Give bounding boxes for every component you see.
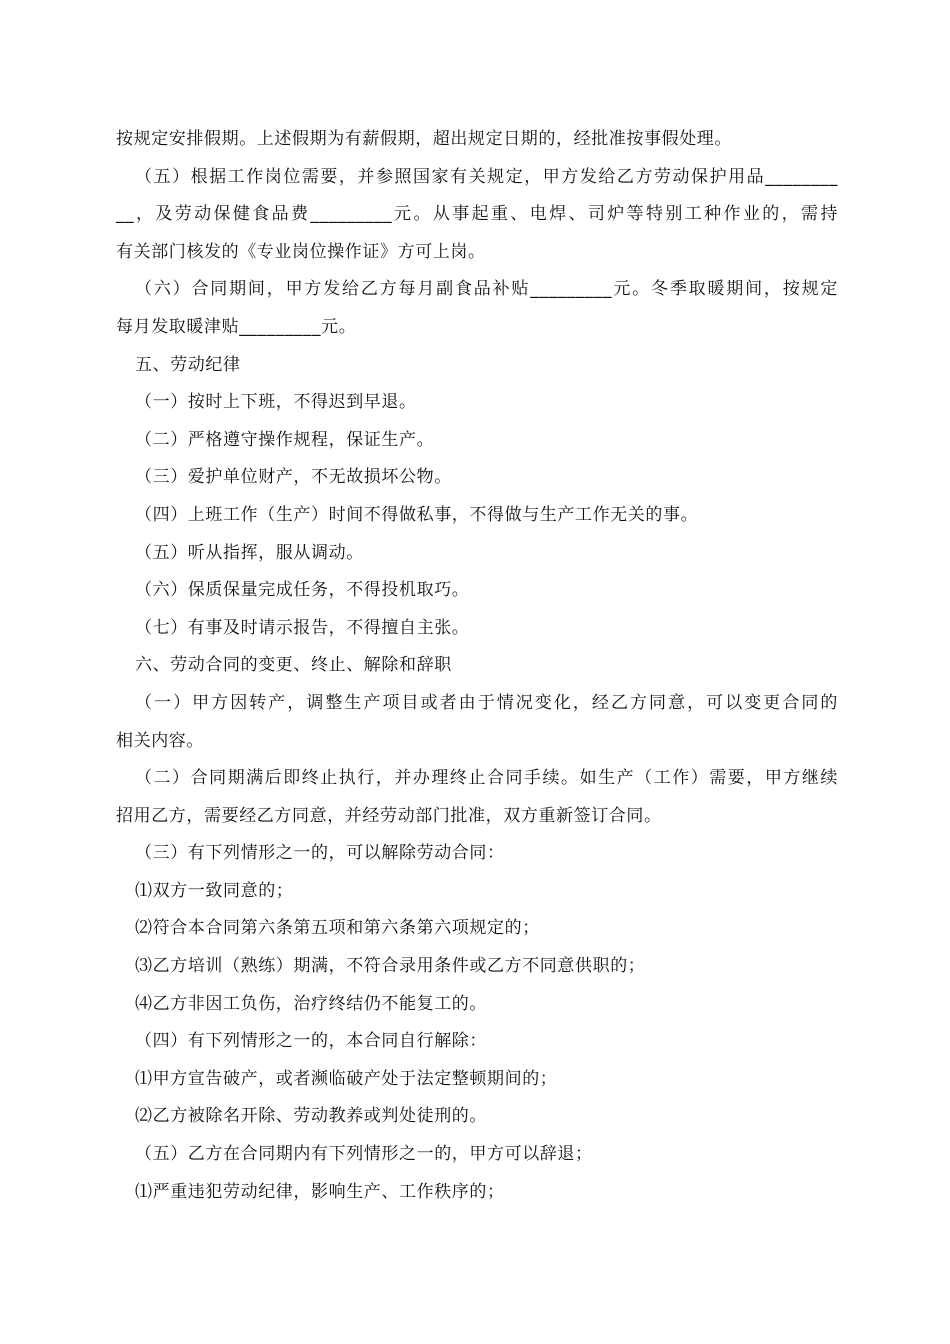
list-item: ⑷乙方非因工负伤，治疗终结仍不能复工的。: [135, 993, 487, 1014]
list-item: （六）保质保量完成任务，不得投机取巧。: [135, 580, 470, 601]
paragraph-line: （五）根据工作岗位需要，并参照国家有关规定，甲方发给乙方劳动保护用品________: [135, 166, 838, 187]
paragraph-line: __，及劳动保健食品费_________元。从事起重、电焊、司炉等特别工种作业的，需持: [116, 204, 838, 225]
paragraph-line: （二）合同期满后即终止执行，并办理终止合同手续。如生产（工作）需要，甲方继续: [135, 768, 838, 789]
list-item: ⑵符合本合同第六条第五项和第六条第六项规定的；: [135, 918, 540, 939]
paragraph-line: 相关内容。: [116, 730, 204, 751]
list-item: （三）爱护单位财产，不无故损坏公物。: [135, 467, 452, 488]
paragraph-line: 按规定安排假期。上述假期为有薪假期，超出规定日期的，经批准按事假处理。: [116, 129, 732, 149]
list-item: （三）有下列情形之一的，可以解除劳动合同：: [135, 843, 505, 864]
list-item: ⑴严重违犯劳动纪律，影响生产、工作秩序的；: [135, 1181, 505, 1202]
list-item: （四）上班工作（生产）时间不得做私事，不得做与生产工作无关的事。: [135, 504, 699, 525]
section-heading: 六、劳动合同的变更、终止、解除和辞职: [135, 655, 452, 676]
list-item: （四）有下列情形之一的，本合同自行解除：: [135, 1031, 487, 1052]
document-body: [116, 124, 838, 1214]
paragraph-line: （六）合同期间，甲方发给乙方每月副食品补贴_________元。冬季取暖期间，按规定: [135, 279, 838, 300]
list-item: （一）按时上下班，不得迟到早退。: [135, 392, 417, 413]
list-item: ⑴双方一致同意的；: [135, 880, 294, 901]
list-item: ⑶乙方培训（熟练）期满，不符合录用条件或乙方不同意供职的；: [135, 956, 646, 977]
list-item: ⑵乙方被除名开除、劳动教养或判处徒刑的。: [135, 1106, 487, 1127]
paragraph-line: 招用乙方，需要经乙方同意，并经劳动部门批准，双方重新签订合同。: [116, 805, 662, 826]
paragraph-line: （一）甲方因转产，调整生产项目或者由于情况变化，经乙方同意，可以变更合同的: [135, 692, 838, 713]
section-heading: 五、劳动纪律: [135, 354, 241, 375]
paragraph-line: 每月发取暖津贴_________元。: [116, 316, 357, 337]
paragraph-line: 有关部门核发的《专业岗位操作证》方可上岗。: [116, 241, 486, 262]
list-item: （五）乙方在合同期内有下列情形之一的，甲方可以辞退；: [135, 1144, 593, 1165]
list-item: （五）听从指挥，服从调动。: [135, 542, 364, 563]
list-item: ⑴甲方宣告破产，或者濒临破产处于法定整顿期间的；: [135, 1068, 558, 1089]
list-item: （七）有事及时请示报告，不得擅自主张。: [135, 617, 470, 638]
list-item: （二）严格遵守操作规程，保证生产。: [135, 429, 435, 450]
